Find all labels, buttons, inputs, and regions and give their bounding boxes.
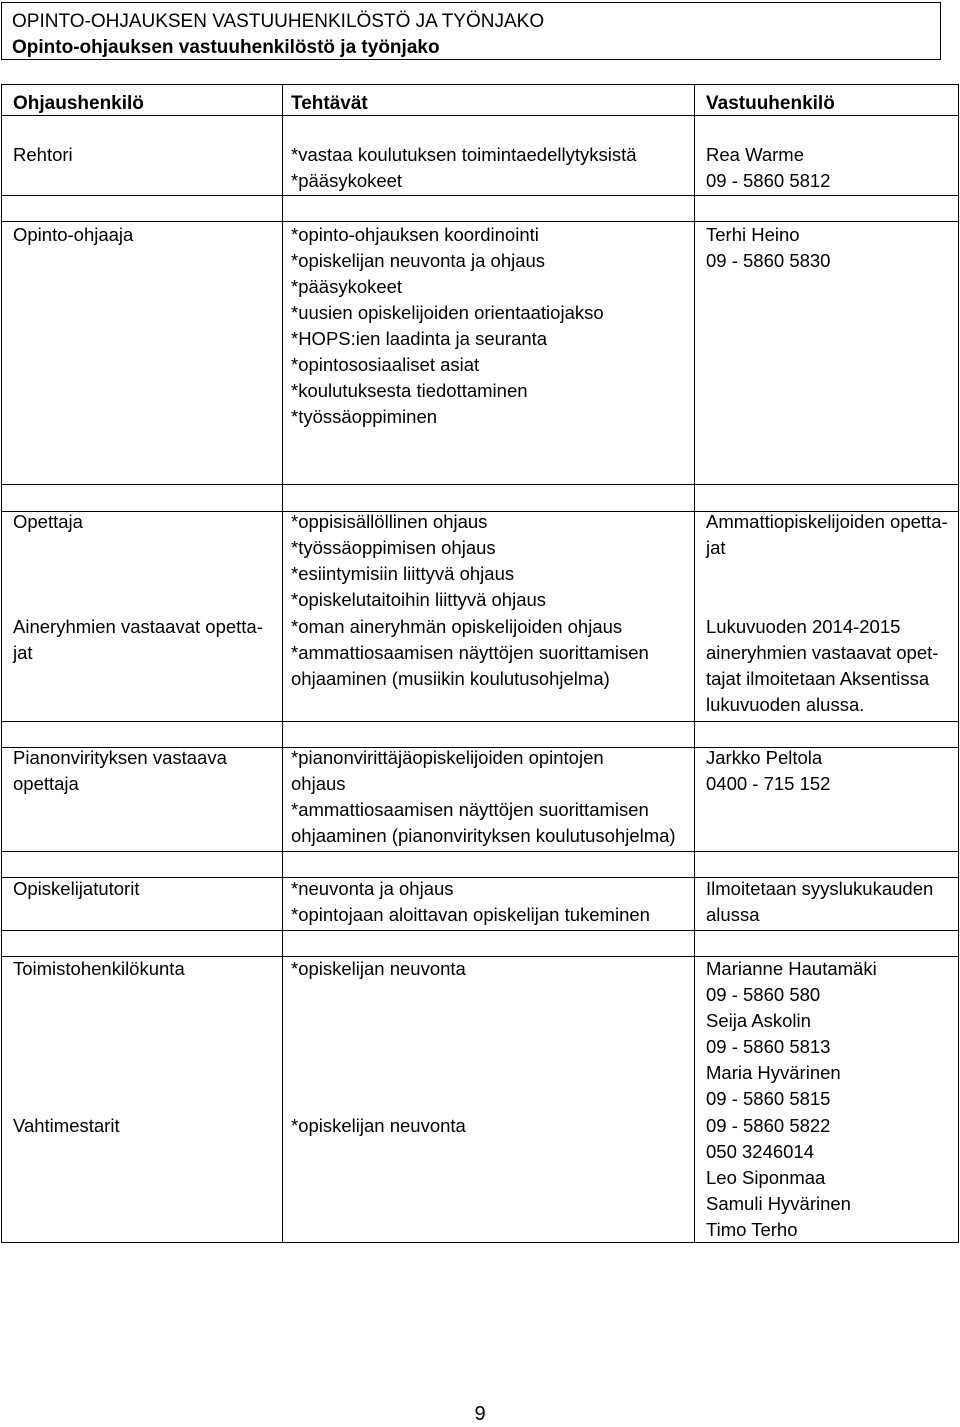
row-divider [2, 195, 958, 196]
role-cell-opiskelijatutorit: Opiskelijatutorit [13, 878, 140, 899]
tasks-cell-toimistohenkilokunta: *opiskelijan neuvonta [291, 958, 466, 979]
role-cell-opinto-ohjaaja: Opinto-ohjaaja [13, 224, 134, 245]
column-header-tasks: Tehtävät [291, 93, 368, 114]
tasks-cell-rehtori: *vastaa koulutuksen toimintaedellytyksistä *pääsykokeet [291, 144, 637, 191]
contact-cell-opinto-ohjaaja: Terhi Heino 09 - 5860 5830 [706, 224, 831, 271]
role-cell-pianonvirityksen-vastaava: Pianonvirityksen vastaava opettaja [13, 747, 227, 794]
column-header-role: Ohjaushenkilö [13, 93, 144, 114]
tasks-cell-pianonvirityksen-vastaava: *pianonvirittäjäopiskelijoiden opintojen ohjaus *ammattiosaamisen näyttöjen suorittamisen ohjaaminen (pianonvirityksen koulutusohjelma) [291, 747, 676, 846]
header-title-upper: OPINTO-OHJAUKSEN VASTUUHENKILÖSTÖ JA TYÖNJAKO [12, 11, 545, 32]
document-header [1, 2, 941, 60]
tasks-cell-opiskelijatutorit: *neuvonta ja ohjaus *opintojaan aloittavan opiskelijan tukeminen [291, 878, 650, 925]
contact-cell-opiskelijatutorit: Ilmoitetaan syyslukukauden alussa [706, 878, 934, 925]
role-cell-opettaja: Opettaja [13, 511, 83, 532]
header-title-bold: Opinto-ohjauksen vastuuhenkilöstö ja työnjako [12, 37, 440, 58]
contact-cell-opettaja: Ammattiopiskelijoiden opetta- jat [706, 511, 948, 558]
contact-cell-aineryhmien-vastaavat: Lukuvuoden 2014-2015 aineryhmien vastaavat opet- tajat ilmoitetaan Aksentissa lukuvuoden alussa. [706, 616, 939, 715]
tasks-cell-aineryhmien-vastaavat: *oman aineryhmän opiskelijoiden ohjaus *ammattiosaamisen näyttöjen suorittamisen ohjaaminen (musiikin koulutusohjelma) [291, 616, 649, 689]
page-number: 9 [474, 1403, 486, 1425]
column-divider [694, 85, 695, 1242]
contact-cell-pianonvirityksen-vastaava: Jarkko Peltola 0400 - 715 152 [706, 747, 831, 794]
tasks-cell-opettaja: *oppisisällöllinen ohjaus *työssäoppimisen ohjaus *esiintymisiin liittyvä ohjaus *opiskelutaitoihin liittyvä ohjaus [291, 511, 547, 610]
tasks-cell-opinto-ohjaaja: *opinto-ohjauksen koordinointi *opiskelijan neuvonta ja ohjaus *pääsykokeet *uusien opiskelijoiden orientaatiojakso *HOPS:ien laadinta ja seuranta *opintososiaaliset asiat *koulutuksesta tiedottaminen *työssäoppiminen [291, 224, 604, 427]
row-divider [2, 115, 958, 116]
responsibility-table [1, 84, 959, 1243]
role-cell-toimistohenkilokunta: Toimistohenkilökunta [13, 958, 185, 979]
row-divider [2, 851, 958, 852]
row-divider [2, 484, 958, 485]
row-divider [2, 721, 958, 722]
row-divider [2, 930, 958, 931]
contact-cell-toimistohenkilokunta: Marianne Hautamäki 09 - 5860 580 Seija Askolin 09 - 5860 5813 Maria Hyvärinen 09 - 5860 5815 [706, 958, 877, 1109]
role-cell-rehtori: Rehtori [13, 144, 73, 165]
column-header-contact: Vastuuhenkilö [706, 93, 835, 114]
role-cell-vahtimestarit: Vahtimestarit [13, 1115, 120, 1136]
role-cell-aineryhmien-vastaavat: Aineryhmien vastaavat opetta- jat [13, 616, 263, 663]
column-divider [282, 85, 283, 1242]
contact-cell-vahtimestarit: 09 - 5860 5822 050 3246014 Leo Siponmaa Samuli Hyvärinen Timo Terho [706, 1115, 851, 1240]
tasks-cell-vahtimestarit: *opiskelijan neuvonta [291, 1115, 466, 1136]
contact-cell-rehtori: Rea Warme 09 - 5860 5812 [706, 144, 831, 191]
